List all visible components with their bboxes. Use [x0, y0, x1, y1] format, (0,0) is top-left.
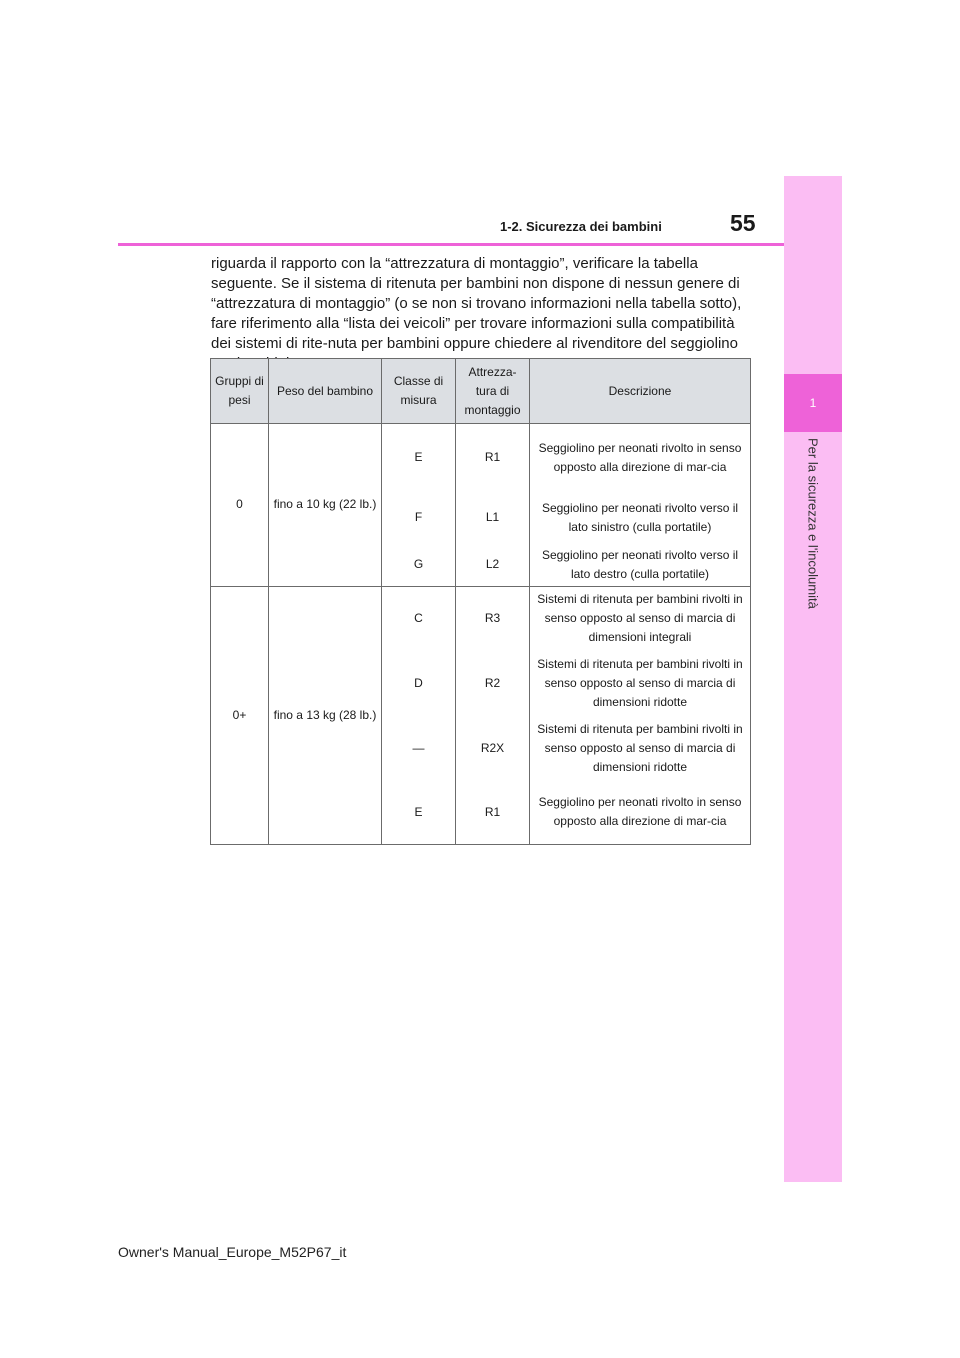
cell-description: Seggiolino per neonati rivolto verso il lato sinistro (culla portatile) [530, 492, 751, 544]
cell-fixture: R2 [456, 651, 530, 716]
cell-class: E [382, 781, 456, 844]
chapter-number-badge: 1 [784, 374, 842, 432]
cell-weight: fino a 10 kg (22 lb.) [269, 424, 382, 587]
cell-description: Seggiolino per neonati rivolto in senso opposto alla direzione di mar-cia [530, 424, 751, 492]
footer-manual-id: Owner's Manual_Europe_M52P67_it [118, 1244, 347, 1260]
chapter-side-tab [784, 176, 842, 1182]
table-header-row [211, 359, 751, 424]
cell-description: Seggiolino per neonati rivolto verso il lato destro (culla portatile) [530, 544, 751, 587]
cell-weight: fino a 13 kg (28 lb.) [269, 586, 382, 844]
cell-class: E [382, 424, 456, 492]
page-number: 55 [730, 210, 756, 236]
header-rule [118, 243, 784, 246]
cell-description: Seggiolino per neonati rivolto in senso opposto alla direzione di mar-cia [530, 781, 751, 844]
cell-fixture: R1 [456, 424, 530, 492]
cell-class: C [382, 586, 456, 651]
header-fixture: Attrezza-tura di montaggio [456, 359, 530, 424]
cell-class: G [382, 544, 456, 587]
table-row [211, 424, 751, 492]
header-weight-group: Gruppi di pesi [211, 359, 269, 424]
child-seat-table [210, 358, 751, 845]
cell-description: Sistemi di ritenuta per bambini rivolti in senso opposto al senso di marcia di dimensioni ridotte [530, 651, 751, 716]
section-title: 1-2. Sicurezza dei bambini [500, 219, 662, 234]
cell-fixture: R1 [456, 781, 530, 844]
header-size-class: Classe di misura [382, 359, 456, 424]
cell-group: 0+ [211, 586, 269, 844]
table-row [211, 586, 751, 651]
cell-fixture: R3 [456, 586, 530, 651]
cell-class: — [382, 716, 456, 781]
cell-fixture: R2X [456, 716, 530, 781]
cell-class: D [382, 651, 456, 716]
header-description: Descrizione [530, 359, 751, 424]
cell-group: 0 [211, 424, 269, 587]
body-paragraph: riguarda il rapporto con la “attrezzatura di montaggio”, verificare la tabella seguente. Se il sistema di ritenuta per bambini non dispone di nessun genere di “attrezzatura di montaggio” (o se non si trovano informazioni nella tabella sotto), fare riferimento alla “lista dei veicoli” per trovare informazioni sulla compatibilità dei sistemi di rite-nuta per bambini oppure chiedere al rivenditore del seggiolino [211, 255, 742, 352]
header-child-weight: Peso del bambino [269, 359, 382, 424]
chapter-title-vertical: Per la sicurezza e l'incolumità [805, 438, 821, 609]
cell-fixture: L2 [456, 544, 530, 587]
cell-description: Sistemi di ritenuta per bambini rivolti in senso opposto al senso di marcia di dimensioni ridotte [530, 716, 751, 781]
cell-class: F [382, 492, 456, 544]
cell-fixture: L1 [456, 492, 530, 544]
cell-description: Sistemi di ritenuta per bambini rivolti in senso opposto al senso di marcia di dimensioni integrali [530, 586, 751, 651]
